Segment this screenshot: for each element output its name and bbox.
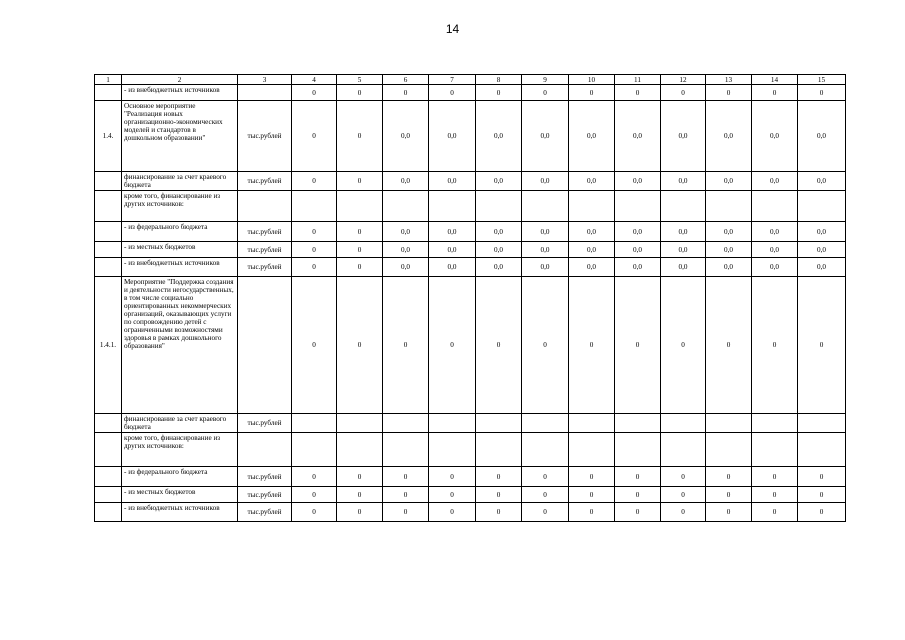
value-cell: 0	[522, 487, 569, 503]
table-row	[95, 172, 846, 191]
table-row	[95, 101, 846, 172]
value-cell: 0	[569, 277, 615, 414]
header-cell: 10	[569, 75, 615, 85]
value-cell	[429, 433, 476, 467]
value-cell: 0,0	[706, 242, 752, 258]
header-cell: 9	[522, 75, 569, 85]
value-cell: 0	[292, 172, 337, 191]
header-cell: 6	[383, 75, 429, 85]
row-name-cell: кроме того, финансирование из других источников:	[122, 433, 238, 467]
value-cell: 0,0	[383, 172, 429, 191]
value-cell	[337, 414, 383, 433]
value-cell: 0,0	[615, 101, 661, 172]
unit-cell: тыс.рублей	[238, 222, 292, 242]
value-cell	[706, 433, 752, 467]
value-cell: 0	[752, 85, 798, 101]
unit-cell	[238, 191, 292, 222]
table-row	[95, 414, 846, 433]
value-cell: 0	[383, 85, 429, 101]
value-cell: 0,0	[476, 258, 522, 277]
value-cell	[429, 414, 476, 433]
unit-cell: тыс.рублей	[238, 172, 292, 191]
value-cell: 0	[569, 487, 615, 503]
value-cell: 0	[337, 242, 383, 258]
table-row	[95, 433, 846, 467]
value-cell	[798, 191, 846, 222]
value-cell: 0	[476, 503, 522, 522]
value-cell: 0,0	[615, 258, 661, 277]
value-cell	[522, 191, 569, 222]
value-cell: 0	[522, 277, 569, 414]
value-cell	[337, 433, 383, 467]
row-name-cell: - из внебюджетных источников	[122, 258, 238, 277]
header-cell: 12	[661, 75, 706, 85]
value-cell: 0	[706, 85, 752, 101]
header-cell: 11	[615, 75, 661, 85]
value-cell: 0	[706, 487, 752, 503]
unit-cell: тыс.рублей	[238, 414, 292, 433]
value-cell: 0,0	[752, 222, 798, 242]
row-number-cell: 1.4.1.	[95, 277, 122, 414]
value-cell: 0	[661, 503, 706, 522]
value-cell: 0	[429, 467, 476, 487]
value-cell: 0	[292, 101, 337, 172]
header-cell: 7	[429, 75, 476, 85]
value-cell: 0	[429, 85, 476, 101]
value-cell: 0	[337, 487, 383, 503]
value-cell: 0	[615, 85, 661, 101]
value-cell: 0	[569, 85, 615, 101]
value-cell: 0,0	[569, 242, 615, 258]
value-cell: 0,0	[569, 101, 615, 172]
value-cell: 0,0	[752, 101, 798, 172]
value-cell	[569, 433, 615, 467]
table-row	[95, 222, 846, 242]
value-cell	[661, 433, 706, 467]
value-cell: 0	[569, 503, 615, 522]
value-cell: 0	[661, 467, 706, 487]
value-cell: 0	[798, 467, 846, 487]
value-cell: 0	[292, 277, 337, 414]
value-cell	[706, 191, 752, 222]
value-cell: 0,0	[798, 258, 846, 277]
value-cell	[661, 414, 706, 433]
value-cell: 0	[661, 277, 706, 414]
value-cell	[476, 414, 522, 433]
value-cell: 0,0	[476, 172, 522, 191]
value-cell	[752, 414, 798, 433]
value-cell: 0,0	[615, 222, 661, 242]
value-cell: 0,0	[706, 258, 752, 277]
value-cell	[798, 414, 846, 433]
table-row	[95, 242, 846, 258]
value-cell: 0	[661, 85, 706, 101]
table-row	[95, 503, 846, 522]
value-cell: 0	[798, 85, 846, 101]
value-cell: 0,0	[383, 101, 429, 172]
value-cell: 0,0	[752, 172, 798, 191]
row-number-cell	[95, 433, 122, 467]
value-cell: 0	[292, 503, 337, 522]
value-cell: 0,0	[429, 172, 476, 191]
value-cell	[292, 414, 337, 433]
value-cell: 0,0	[706, 101, 752, 172]
unit-cell: тыс.рублей	[238, 487, 292, 503]
row-name-cell: - из федерального бюджета	[122, 222, 238, 242]
value-cell	[429, 191, 476, 222]
value-cell	[476, 433, 522, 467]
header-cell: 1	[95, 75, 122, 85]
row-name-cell: финансирование за счет краевого бюджета	[122, 172, 238, 191]
unit-cell	[238, 433, 292, 467]
value-cell: 0	[615, 503, 661, 522]
table-row	[95, 487, 846, 503]
header-cell: 13	[706, 75, 752, 85]
row-number-cell	[95, 503, 122, 522]
value-cell: 0	[383, 277, 429, 414]
value-cell: 0,0	[661, 101, 706, 172]
value-cell: 0,0	[429, 101, 476, 172]
value-cell	[383, 191, 429, 222]
value-cell	[752, 191, 798, 222]
unit-cell: тыс.рублей	[238, 242, 292, 258]
value-cell: 0,0	[522, 258, 569, 277]
value-cell	[476, 191, 522, 222]
row-number-cell	[95, 191, 122, 222]
value-cell: 0	[522, 503, 569, 522]
value-cell: 0,0	[476, 101, 522, 172]
value-cell: 0	[752, 503, 798, 522]
table-row	[95, 277, 846, 414]
value-cell: 0,0	[615, 172, 661, 191]
header-cell: 5	[337, 75, 383, 85]
value-cell: 0,0	[429, 258, 476, 277]
value-cell: 0	[615, 277, 661, 414]
table-row	[95, 467, 846, 487]
value-cell: 0	[337, 172, 383, 191]
row-name-cell: - из местных бюджетов	[122, 242, 238, 258]
value-cell: 0	[798, 277, 846, 414]
value-cell: 0	[292, 487, 337, 503]
value-cell	[337, 191, 383, 222]
value-cell: 0,0	[522, 242, 569, 258]
value-cell: 0	[337, 503, 383, 522]
value-cell	[292, 433, 337, 467]
value-cell: 0	[429, 487, 476, 503]
value-cell	[522, 414, 569, 433]
value-cell: 0	[429, 503, 476, 522]
value-cell: 0,0	[661, 258, 706, 277]
row-number-cell: 1.4.	[95, 101, 122, 172]
row-number-cell	[95, 222, 122, 242]
row-number-cell	[95, 172, 122, 191]
value-cell: 0,0	[752, 242, 798, 258]
value-cell: 0	[429, 277, 476, 414]
budget-table	[94, 74, 846, 522]
value-cell: 0,0	[661, 172, 706, 191]
value-cell: 0	[292, 242, 337, 258]
header-cell: 4	[292, 75, 337, 85]
table-row	[95, 191, 846, 222]
value-cell: 0	[752, 467, 798, 487]
value-cell: 0,0	[429, 222, 476, 242]
header-cell: 15	[798, 75, 846, 85]
value-cell: 0	[337, 258, 383, 277]
value-cell: 0,0	[798, 172, 846, 191]
value-cell	[292, 191, 337, 222]
row-number-cell	[95, 258, 122, 277]
value-cell: 0,0	[752, 258, 798, 277]
value-cell: 0	[569, 467, 615, 487]
table-row	[95, 85, 846, 101]
value-cell: 0,0	[706, 172, 752, 191]
unit-cell: тыс.рублей	[238, 503, 292, 522]
value-cell: 0	[337, 101, 383, 172]
value-cell	[615, 191, 661, 222]
value-cell: 0	[292, 222, 337, 242]
value-cell: 0,0	[569, 258, 615, 277]
unit-cell	[238, 85, 292, 101]
page-number: 14	[445, 22, 460, 36]
header-cell: 3	[238, 75, 292, 85]
value-cell: 0,0	[798, 101, 846, 172]
value-cell: 0,0	[383, 242, 429, 258]
value-cell: 0	[476, 277, 522, 414]
value-cell: 0,0	[429, 242, 476, 258]
value-cell: 0,0	[383, 222, 429, 242]
value-cell: 0	[798, 503, 846, 522]
value-cell	[661, 191, 706, 222]
value-cell: 0	[706, 277, 752, 414]
unit-cell: тыс.рублей	[238, 101, 292, 172]
unit-cell	[238, 277, 292, 414]
value-cell: 0,0	[661, 222, 706, 242]
value-cell: 0,0	[476, 242, 522, 258]
value-cell	[383, 414, 429, 433]
table-row	[95, 258, 846, 277]
row-number-cell	[95, 85, 122, 101]
value-cell: 0	[476, 487, 522, 503]
row-name-cell: Мероприятие "Поддержка создания и деятельности негосударственных, в том числе социально ориентированных некоммерческих организаций, оказывающих услуги по сопровождению детей с ограниченными возможностями здоровья в рамках дошкольного образования"	[122, 277, 238, 414]
value-cell: 0,0	[798, 242, 846, 258]
value-cell: 0	[706, 467, 752, 487]
value-cell: 0	[337, 222, 383, 242]
row-number-cell	[95, 487, 122, 503]
row-name-cell: Основное мероприятие "Реализация новых организационно-экономических моделей и стандартов в дошкольном образовании"	[122, 101, 238, 172]
value-cell: 0	[752, 487, 798, 503]
value-cell: 0,0	[706, 222, 752, 242]
value-cell: 0,0	[383, 258, 429, 277]
row-name-cell: кроме того, финансирование из других источников:	[122, 191, 238, 222]
value-cell: 0	[476, 85, 522, 101]
value-cell: 0	[615, 467, 661, 487]
value-cell: 0	[798, 487, 846, 503]
unit-cell: тыс.рублей	[238, 258, 292, 277]
row-name-cell: финансирование за счет краевого бюджета	[122, 414, 238, 433]
header-cell: 2	[122, 75, 238, 85]
header-row	[95, 75, 846, 85]
value-cell: 0,0	[615, 242, 661, 258]
value-cell	[569, 414, 615, 433]
value-cell: 0	[752, 277, 798, 414]
value-cell: 0	[383, 503, 429, 522]
value-cell	[752, 433, 798, 467]
value-cell: 0	[383, 487, 429, 503]
row-name-cell: - из внебюджетных источников	[122, 503, 238, 522]
value-cell	[522, 433, 569, 467]
value-cell: 0	[522, 467, 569, 487]
unit-cell: тыс.рублей	[238, 467, 292, 487]
value-cell: 0,0	[569, 222, 615, 242]
row-name-cell: - из внебюджетных источников	[122, 85, 238, 101]
value-cell: 0	[292, 85, 337, 101]
value-cell: 0	[522, 85, 569, 101]
value-cell: 0	[383, 467, 429, 487]
value-cell: 0,0	[522, 101, 569, 172]
value-cell	[615, 433, 661, 467]
value-cell: 0	[337, 467, 383, 487]
row-number-cell	[95, 467, 122, 487]
value-cell: 0	[292, 258, 337, 277]
value-cell	[383, 433, 429, 467]
value-cell: 0,0	[476, 222, 522, 242]
value-cell: 0	[661, 487, 706, 503]
value-cell	[615, 414, 661, 433]
value-cell: 0	[706, 503, 752, 522]
value-cell: 0,0	[798, 222, 846, 242]
value-cell: 0,0	[569, 172, 615, 191]
value-cell: 0,0	[522, 222, 569, 242]
row-number-cell	[95, 414, 122, 433]
row-name-cell: - из местных бюджетов	[122, 487, 238, 503]
value-cell: 0,0	[522, 172, 569, 191]
value-cell	[569, 191, 615, 222]
value-cell: 0	[292, 467, 337, 487]
value-cell: 0,0	[661, 242, 706, 258]
value-cell: 0	[476, 467, 522, 487]
header-cell: 14	[752, 75, 798, 85]
value-cell: 0	[337, 277, 383, 414]
value-cell: 0	[615, 487, 661, 503]
value-cell	[798, 433, 846, 467]
header-cell: 8	[476, 75, 522, 85]
value-cell: 0	[337, 85, 383, 101]
row-name-cell: - из федерального бюджета	[122, 467, 238, 487]
value-cell	[706, 414, 752, 433]
row-number-cell	[95, 242, 122, 258]
